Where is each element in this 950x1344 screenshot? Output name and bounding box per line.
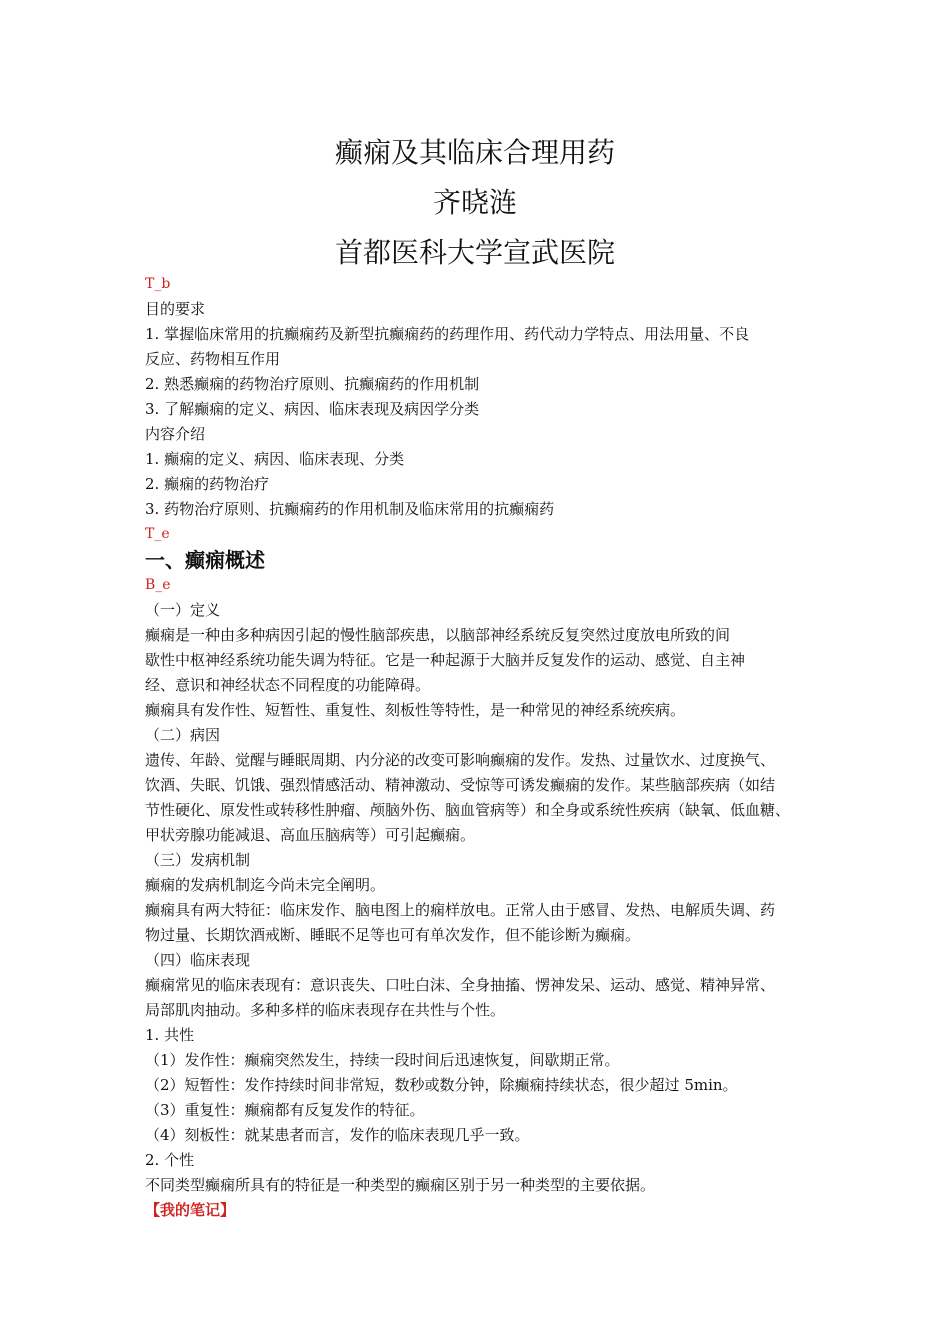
document-body [145, 272, 810, 1223]
goal-line: 2. 熟悉癫痫的药物治疗原则、抗癫痫药的作用机制 [145, 375, 480, 393]
paragraph-line: 癫痫的发病机制迄今尚未完全阐明。 [145, 876, 386, 894]
common-item: （3）重复性：癫痫都有反复发作的特征。 [145, 1101, 425, 1119]
doc-author: 齐晓涟 [432, 186, 517, 219]
common-heading: 1. 共性 [145, 1026, 195, 1044]
marker-be: B_e [145, 577, 171, 593]
cause-heading: （二）病因 [145, 726, 221, 744]
common-item: （4）刻板性：就某患者而言，发作的临床表现几乎一致。 [145, 1126, 530, 1144]
paragraph-line: 饮酒、失眠、饥饿、强烈情感活动、精神激动、受惊等可诱发癫痫的发作。某些脑部疾病（如结 [145, 776, 776, 794]
title-block [0, 128, 950, 278]
content-item: 3. 药物治疗原则、抗癫痫药的作用机制及临床常用的抗癫痫药 [145, 500, 555, 518]
common-item: （1）发作性：癫痫突然发生，持续一段时间后迅速恢复，间歇期正常。 [145, 1051, 620, 1069]
my-notes-label: 【我的笔记】 [145, 1201, 236, 1219]
clinical-heading: （四）临床表现 [145, 951, 251, 969]
paragraph-line: 癫痫是一种由多种病因引起的慢性脑部疾患，以脑部神经系统反复突然过度放电所致的间 [145, 626, 731, 644]
section-title: 一、癫痫概述 [145, 548, 265, 572]
paragraph-line: 不同类型癫痫所具有的特征是一种类型的癫痫区别于另一种类型的主要依据。 [145, 1176, 656, 1194]
marker-tb: T_b [145, 276, 171, 292]
paragraph-line: 遗传、年龄、觉醒与睡眠周期、内分泌的改变可影响癫痫的发作。发热、过量饮水、过度换气、 [145, 751, 776, 769]
definition-heading: （一）定义 [145, 601, 221, 619]
paragraph-line: 癫痫具有两大特征：临床发作、脑电图上的痫样放电。正常人由于感冒、发热、电解质失调、药 [145, 901, 776, 919]
paragraph-line: 节性硬化、原发性或转移性肿瘤、颅脑外伤、脑血管病等）和全身或系统性疾病（缺氧、低血糖、 [145, 801, 791, 819]
content-item: 1. 癫痫的定义、病因、临床表现、分类 [145, 450, 405, 468]
marker-te: T_e [145, 526, 170, 542]
paragraph-line: 经、意识和神经状态不同程度的功能障碍。 [145, 676, 431, 694]
individual-heading: 2. 个性 [145, 1151, 195, 1169]
goals-heading: 目的要求 [145, 300, 206, 318]
paragraph-line: 甲状旁腺功能减退、高血压脑病等）可引起癫痫。 [145, 826, 476, 844]
doc-title: 癫痫及其临床合理用药 [334, 136, 615, 169]
goal-line: 3. 了解癫痫的定义、病因、临床表现及病因学分类 [145, 400, 480, 418]
doc-affiliation: 首都医科大学宣武医院 [334, 236, 615, 269]
goal-line: 反应、药物相互作用 [145, 350, 281, 368]
common-item: （2）短暂性：发作持续时间非常短，数秒或数分钟，除癫痫持续状态，很少超过 5min。 [145, 1076, 738, 1094]
mechanism-heading: （三）发病机制 [145, 851, 251, 869]
paragraph-line: 局部肌肉抽动。多种多样的临床表现存在共性与个性。 [145, 1001, 506, 1019]
goal-line: 1. 掌握临床常用的抗癫痫药及新型抗癫痫药的药理作用、药代动力学特点、用法用量、不良 [145, 325, 750, 343]
content-item: 2. 癫痫的药物治疗 [145, 475, 270, 493]
paragraph-line: 癫痫具有发作性、短暂性、重复性、刻板性等特性，是一种常见的神经系统疾病。 [145, 701, 686, 719]
paragraph-line: 歇性中枢神经系统功能失调为特征。它是一种起源于大脑并反复发作的运动、感觉、自主神 [145, 651, 746, 669]
content-heading: 内容介绍 [145, 425, 206, 443]
paragraph-line: 物过量、长期饮酒戒断、睡眠不足等也可有单次发作，但不能诊断为癫痫。 [145, 926, 641, 944]
paragraph-line: 癫痫常见的临床表现有：意识丧失、口吐白沫、全身抽搐、愣神发呆、运动、感觉、精神异常、 [145, 976, 776, 994]
